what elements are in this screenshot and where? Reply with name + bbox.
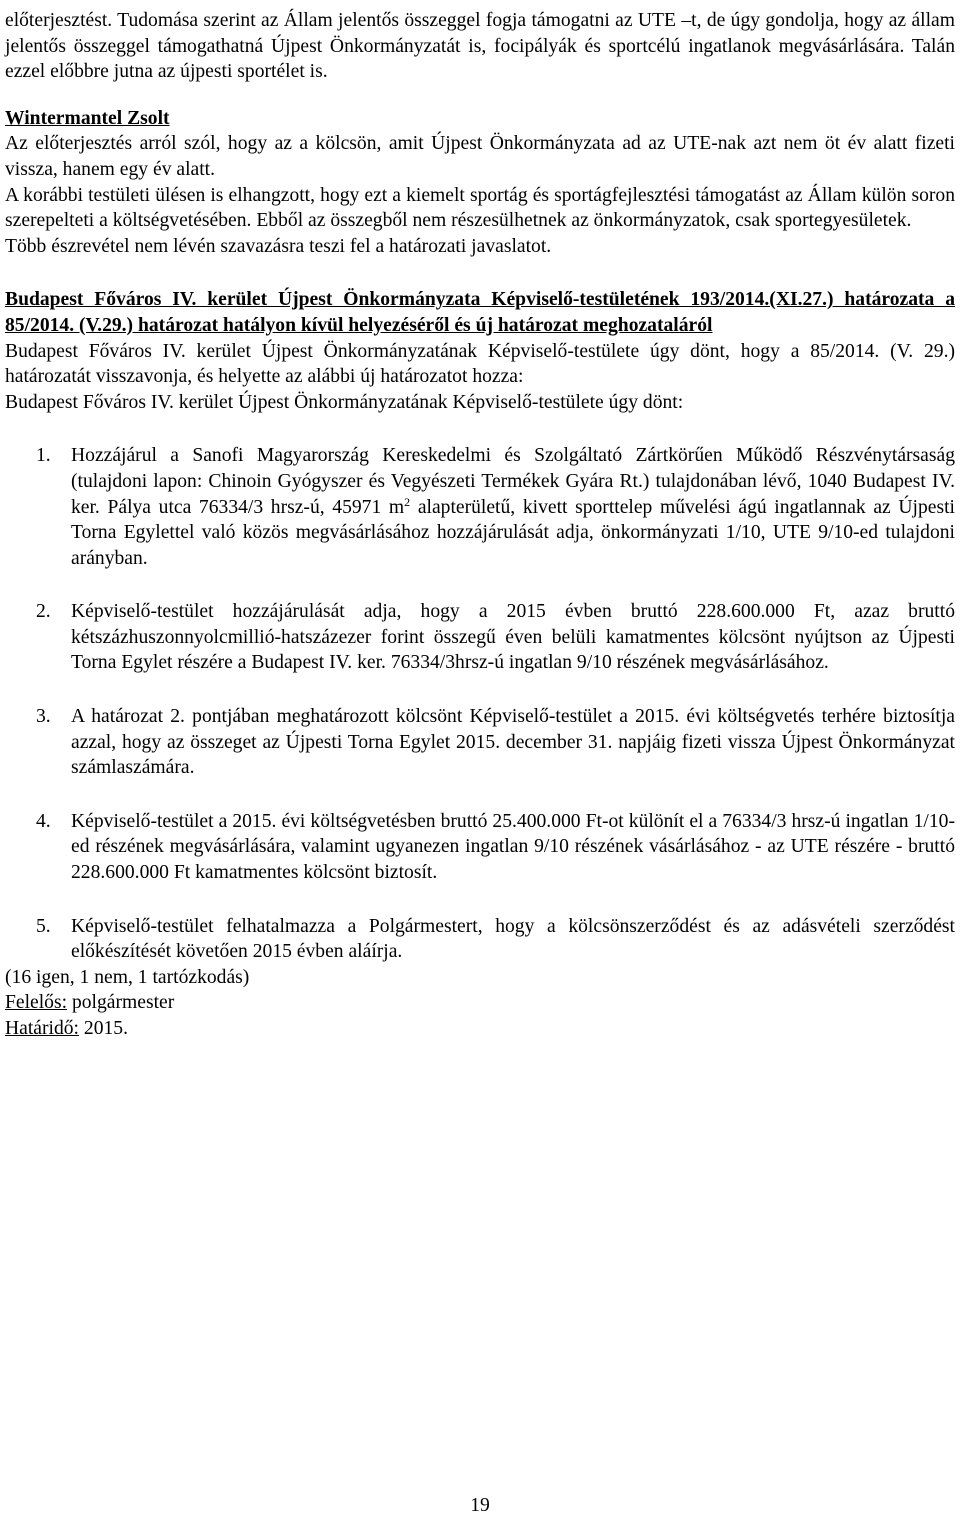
resolution-item-1 [5,443,955,571]
resolution-intro: Budapest Főváros IV. kerület Újpest Önkormányzatának Képviselő-testülete úgy dönt, hogy a 85/2014. (V. 29.) határozatát visszavonja, és helyette az alábbi új határozatot hozza: [5,340,955,388]
item-text-continued: alapterületű, kivett sporttelep művelési ágú ingatlannak az Újpesti Torna Egylettel való közös megvásárlásához hozzájárulását adja, önkormányzati 1/10, UTE 9/10-ed tulajdoni arányban. [71,496,955,569]
resolution-items-list [5,443,955,965]
vote-result: (16 igen, 1 nem, 1 tartózkodás) [5,966,250,988]
responsible-value: polgármester [67,992,175,1014]
resolution-item-2 [5,599,955,676]
resolution-title: Budapest Főváros IV. kerület Újpest Önkormányzata Képviselő-testületének 193/2014.(XI.27.) határozata a 85/2014. (V.29.) határozat hatályon kívül helyezéséről és új határozat meghozataláról [5,289,955,336]
resolution-item-3 [5,704,955,781]
resolution-item-5 [5,914,955,965]
deadline-line [5,1016,955,1042]
item-number: 4. [36,810,51,832]
item-text: A határozat 2. pontjában meghatározott kölcsönt Képviselő-testület a 2015. évi költségvetés terhére biztosítja azzal, hogy az összeget az Újpesti Torna Egylet 2015. december 31. napjáig fizeti vissza Újpest Önkormányzat számlaszámára. [71,706,955,779]
responsible-line [5,990,955,1016]
document-page [5,8,955,1042]
speaker-name: Wintermantel Zsolt [5,107,170,129]
page-number: 19 [470,1495,490,1516]
speaker-paragraph-2: A korábbi testületi ülésen is elhangzott, hogy ezt a kiemelt sportág és sportágfejlesztési támogatást az Állam külön soron szerepelteti a költségvetésében. Ebből az összegből nem részesülhetnek az önkormányzatok, csak sportegyesületek. [5,184,955,232]
item-number: 1. [36,445,51,467]
resolution-item-4 [5,809,955,886]
responsible-label: Felelős: [5,992,68,1014]
item-text: Képviselő-testület a 2015. évi költségvetésben bruttó 25.400.000 Ft-ot különít el a 76334/3 hrsz-ú ingatlan 1/10-ed részének megvásárlására, valamint ugyanezen ingatlan 9/10 részének vásárlásához - az UTE részére - bruttó 228.600.000 Ft kamatmentes kölcsönt biztosít. [71,810,955,884]
deadline-value: 2015. [79,1018,128,1039]
item-text: Képviselő-testület felhatalmazza a Polgármestert, hogy a kölcsönszerződést és az adásvételi szerződést előkészítését követően 2015 évben aláírja. [71,915,955,963]
intro-paragraph: előterjesztést. Tudomása szerint az Állam jelentős összeggel fogja támogatni az UTE –t, de úgy gondolja, hogy az állam jelentős összeggel támogathatná Újpest Önkormányzatát is, focipályák és sportcélú ingatlanok megvásárlására. Talán ezzel előbbre jutna az újpesti sportélet is. [5,10,955,83]
superscript: 2 [404,494,411,509]
item-number: 2. [36,601,51,623]
speaker-paragraph-3: Több észrevétel nem lévén szavazásra teszi fel a határozati javaslatot. [5,235,552,257]
resolution-intro-2: Budapest Főváros IV. kerület Újpest Önkormányzatának Képviselő-testülete úgy dönt: [5,391,684,413]
item-number: 5. [36,915,51,937]
speaker-paragraph-1: Az előterjesztés arról szól, hogy az a kölcsön, amit Újpest Önkormányzata ad az UTE-nak azt nem öt év alatt fizeti vissza, hanem egy év alatt. [5,133,955,180]
deadline-label: Határidő: [5,1018,79,1039]
item-number: 3. [36,706,51,728]
item-text: Képviselő-testület hozzájárulását adja, hogy a 2015 évben bruttó 228.600.000 Ft, azaz bruttó kétszázhuszonnyolcmillió-hatszázezer forint összegű éven belüli kamatmentes kölcsönt nyújtson az Újpesti Torna Egylet részére a Budapest IV. ker. 76334/3hrsz-ú ingatlan 9/10 részének megvásárlásához. [71,601,955,674]
item-text: Hozzájárul a Sanofi Magyarország Kereskedelmi és Szolgáltató Zártkörűen Működő Részvénytársaság (tulajdoni lapon: Chinoin Gyógyszer és Vegyészeti Termékek Gyára Rt.) tulajdonában lévő, 1040 Budapest IV. ker. Pálya utca 76334/3 hrsz-ú, 45971 m [71,445,955,518]
